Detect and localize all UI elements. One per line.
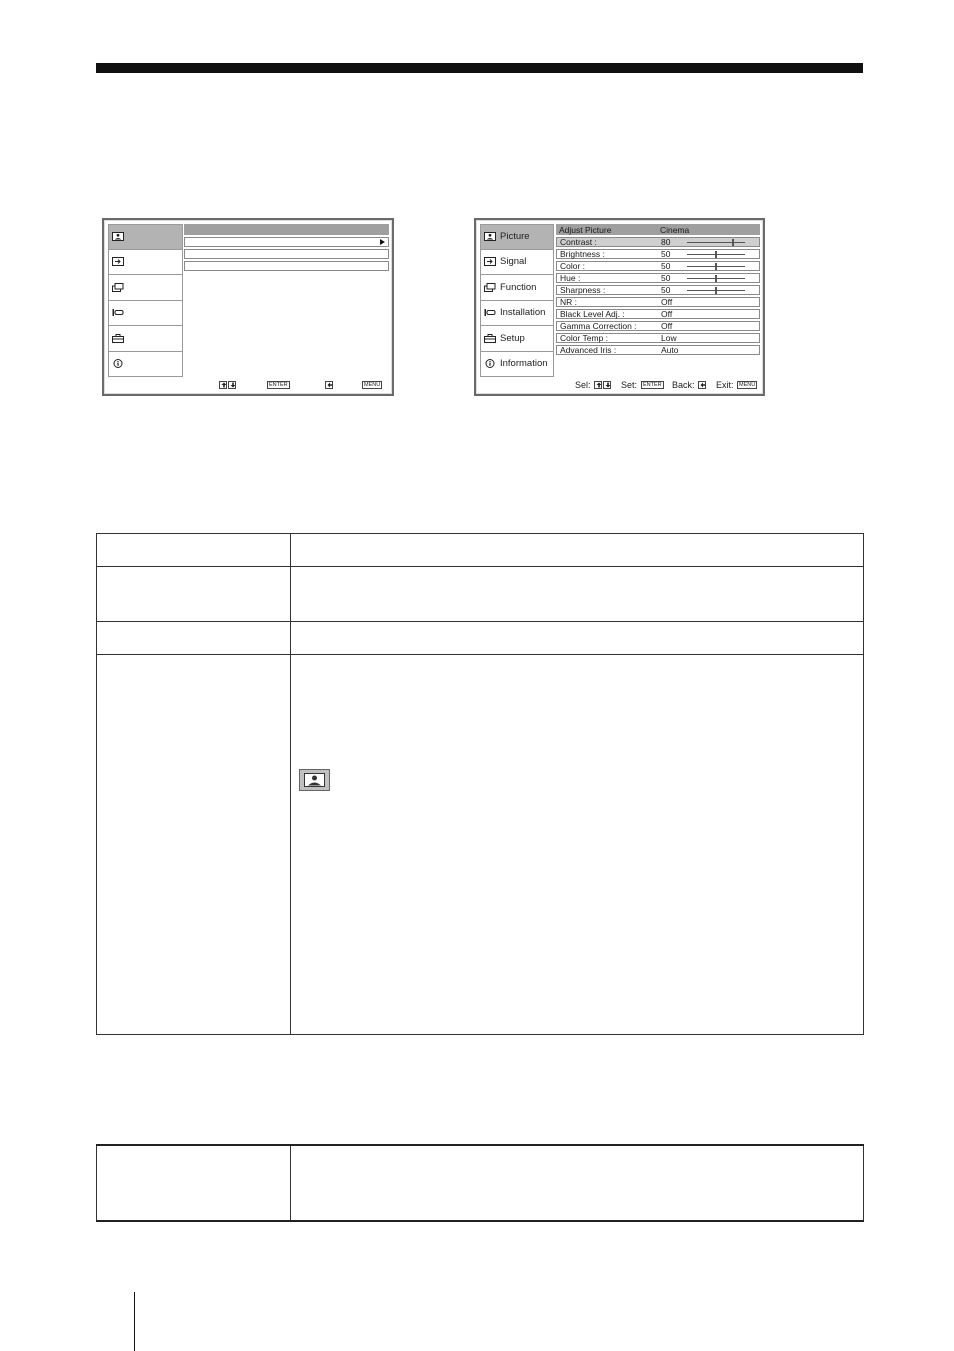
function-icon xyxy=(484,283,496,292)
back-label: Back: xyxy=(672,380,695,390)
setting-row-color[interactable] xyxy=(556,261,760,271)
sidebar-item-label: Information xyxy=(500,358,548,370)
installation-icon xyxy=(112,308,124,317)
installation-icon xyxy=(484,308,496,317)
setting-name: Sharpness : xyxy=(560,285,606,295)
page-header-bar xyxy=(96,63,863,73)
setting-name: Color : xyxy=(560,261,586,271)
blank-sidebar-item-information[interactable] xyxy=(108,352,183,378)
setting-name: Adjust Picture xyxy=(559,224,612,235)
setting-value: 50 xyxy=(661,273,671,283)
table-row xyxy=(97,655,864,1035)
setting-value: Off xyxy=(661,309,673,319)
table-row xyxy=(97,567,864,622)
color-slider[interactable] xyxy=(687,266,745,267)
down-arrow-key-icon xyxy=(228,381,236,389)
blank-panel xyxy=(184,224,389,271)
setting-row-hue[interactable] xyxy=(556,273,760,283)
sidebar-item-installation[interactable] xyxy=(480,301,554,327)
sel-label: Sel: xyxy=(575,380,591,390)
signal-icon xyxy=(112,257,124,266)
sidebar-item-setup[interactable] xyxy=(480,326,554,352)
table-cell xyxy=(97,655,291,1035)
picture-icon xyxy=(112,232,124,241)
setting-value: Off xyxy=(661,321,673,331)
table-cell xyxy=(291,567,864,622)
sidebar-item-label: Signal xyxy=(500,256,527,268)
setting-name: Brightness : xyxy=(560,249,605,259)
sidebar-item-signal[interactable] xyxy=(480,250,554,276)
information-icon xyxy=(484,359,496,368)
setting-name: NR : xyxy=(560,297,577,307)
table-cell xyxy=(291,534,864,567)
up-arrow-key-icon xyxy=(594,381,602,389)
setting-row-gamma[interactable] xyxy=(556,321,760,331)
sidebar-item-picture[interactable] xyxy=(480,224,554,250)
table-row xyxy=(97,1145,864,1221)
table-cell xyxy=(97,1145,291,1221)
sidebar-item-label: Function xyxy=(500,281,537,293)
sharpness-slider[interactable] xyxy=(687,290,745,291)
left-arrow-key-icon xyxy=(698,381,706,389)
setting-name: Color Temp : xyxy=(560,333,609,343)
sidebar-item-information[interactable] xyxy=(480,352,554,378)
slider-knob[interactable] xyxy=(715,251,717,258)
sidebar-item-label: Setup xyxy=(500,332,525,344)
table-cell xyxy=(291,1145,864,1221)
page-margin-line xyxy=(134,1292,135,1351)
slider-knob[interactable] xyxy=(715,287,717,294)
slider-knob[interactable] xyxy=(732,239,734,246)
down-arrow-key-icon xyxy=(603,381,611,389)
blank-sidebar-item-installation[interactable] xyxy=(108,301,183,327)
table-row xyxy=(97,534,864,567)
menu-key: MENU xyxy=(364,382,381,388)
contrast-slider[interactable] xyxy=(687,242,745,243)
slider-knob[interactable] xyxy=(715,275,717,282)
adjust-picture-header[interactable] xyxy=(556,224,760,235)
setting-name: Contrast : xyxy=(560,237,597,247)
menu-key: MENU xyxy=(739,382,756,388)
enter-key: ENTER xyxy=(269,382,288,388)
notes-table xyxy=(96,1144,864,1222)
setting-row-nr[interactable] xyxy=(556,297,760,307)
blank-sidebar-item-function[interactable] xyxy=(108,275,183,301)
left-arrow-key-icon xyxy=(325,381,333,389)
setting-value: Off xyxy=(661,297,673,307)
table-cell xyxy=(291,655,864,1035)
blank-sidebar-item-signal[interactable] xyxy=(108,250,183,276)
hue-slider[interactable] xyxy=(687,278,745,279)
setting-row-color-temp[interactable] xyxy=(556,333,760,343)
setting-value: Low xyxy=(661,333,677,343)
sidebar xyxy=(480,224,554,377)
blank-sidebar xyxy=(108,224,183,377)
table-cell xyxy=(97,534,291,567)
blank-sidebar-item-setup[interactable] xyxy=(108,326,183,352)
setting-name: Hue : xyxy=(560,273,581,283)
setting-row-contrast[interactable] xyxy=(556,237,760,247)
picture-menu-icon xyxy=(299,769,330,791)
function-icon xyxy=(112,283,124,292)
blank-panel-row[interactable] xyxy=(184,237,389,247)
signal-icon xyxy=(484,257,496,266)
sidebar-item-label: Picture xyxy=(500,231,530,243)
blank-panel-row[interactable] xyxy=(184,261,389,271)
table-row xyxy=(97,622,864,655)
brightness-slider[interactable] xyxy=(687,254,745,255)
setup-icon xyxy=(484,334,496,343)
table-cell xyxy=(97,622,291,655)
table-cell xyxy=(291,622,864,655)
enter-key: ENTER xyxy=(643,382,662,388)
setting-value: 50 xyxy=(661,249,671,259)
table-cell xyxy=(97,567,291,622)
blank-panel-header xyxy=(184,224,389,235)
setting-name: Black Level Adj. : xyxy=(560,309,625,319)
setting-name: Gamma Correction : xyxy=(560,321,637,331)
setting-row-brightness[interactable] xyxy=(556,249,760,259)
menu-screen-blank xyxy=(102,218,394,396)
setting-value: Cinema xyxy=(660,224,690,235)
up-arrow-key-icon xyxy=(219,381,227,389)
exit-label: Exit: xyxy=(716,380,734,390)
setting-value: Auto xyxy=(661,345,679,355)
picture-settings-panel xyxy=(556,224,760,355)
information-icon xyxy=(112,359,124,368)
blank-sidebar-item-picture[interactable] xyxy=(108,224,183,250)
slider-knob[interactable] xyxy=(715,263,717,270)
setting-row-black-level[interactable] xyxy=(556,309,760,319)
setting-value: 50 xyxy=(661,261,671,271)
setting-value: 80 xyxy=(661,237,671,247)
setting-name: Advanced Iris : xyxy=(560,345,617,355)
setup-icon xyxy=(112,334,124,343)
set-label: Set: xyxy=(621,380,638,390)
setting-value: 50 xyxy=(661,285,671,295)
setting-row-sharpness[interactable] xyxy=(556,285,760,295)
blank-footer xyxy=(104,380,392,391)
arrow-right-icon xyxy=(380,239,385,245)
menu-screen-picture xyxy=(474,218,765,396)
sidebar-item-function[interactable] xyxy=(480,275,554,301)
picture-icon xyxy=(484,232,496,241)
settings-table xyxy=(96,533,864,1035)
setting-row-advanced-iris[interactable] xyxy=(556,345,760,355)
sidebar-item-label: Installation xyxy=(500,307,546,319)
menu-footer xyxy=(476,380,763,391)
blank-panel-row[interactable] xyxy=(184,249,389,259)
